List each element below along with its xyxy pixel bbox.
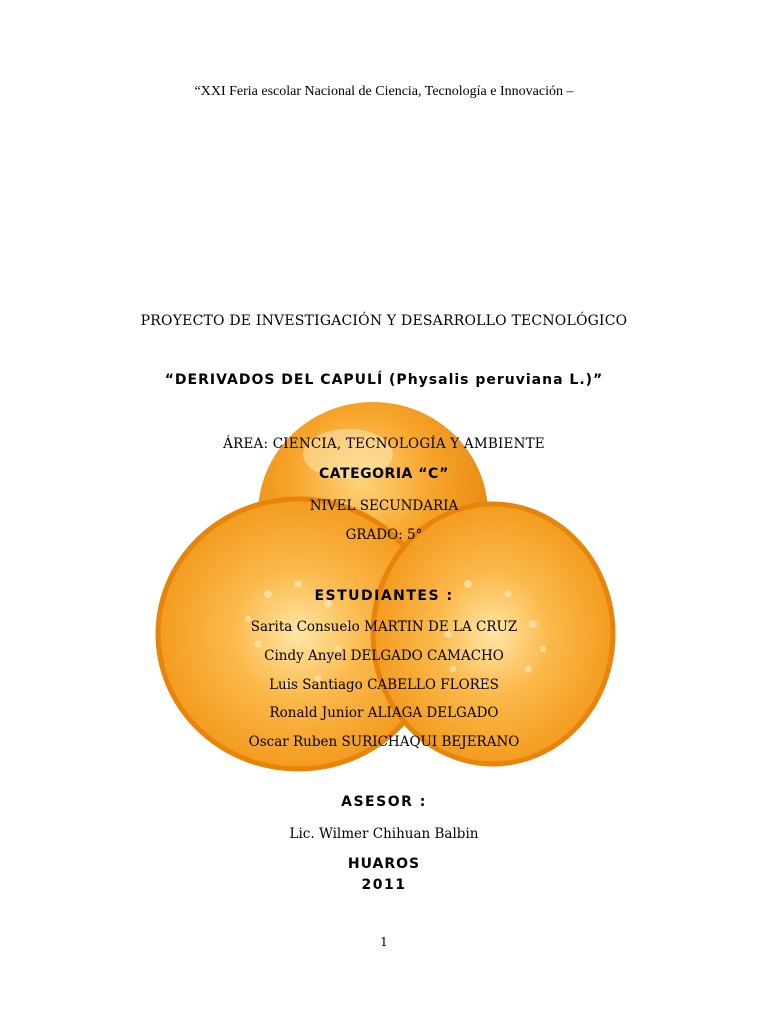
page-number: 1 <box>380 935 388 949</box>
advisor-name: Lic. Wilmer Chihuan Balbin <box>289 826 479 842</box>
student-name: Luis Santiago CABELLO FLORES <box>269 677 499 693</box>
area-label: ÁREA: CIENCIA, TECNOLOGÍA Y AMBIENTE <box>223 436 545 452</box>
category-label: CATEGORIA “C” <box>319 466 449 482</box>
project-title: “DERIVADOS DEL CAPULÍ (Physalis peruviana L.)” <box>164 372 604 388</box>
place-label: HUAROS <box>347 856 421 872</box>
student-name: Sarita Consuelo MARTIN DE LA CRUZ <box>250 619 518 635</box>
student-name: Ronald Junior ALIAGA DELGADO <box>269 705 499 721</box>
students-heading: ESTUDIANTES : <box>314 588 454 604</box>
project-type: PROYECTO DE INVESTIGACIÓN Y DESARROLLO TECNOLÓGICO <box>140 313 628 329</box>
year-label: 2011 <box>361 877 407 893</box>
fair-title: “XXI Feria escolar Nacional de Ciencia, Tecnología e Innovación – <box>194 84 574 99</box>
advisor-heading: ASESOR : <box>341 794 427 810</box>
student-name: Oscar Ruben SURICHAQUI BEJERANO <box>248 734 520 750</box>
grade-label: GRADO: 5° <box>345 527 423 543</box>
student-name: Cindy Anyel DELGADO CAMACHO <box>264 648 504 664</box>
level-label: NIVEL SECUNDARIA <box>309 498 459 514</box>
